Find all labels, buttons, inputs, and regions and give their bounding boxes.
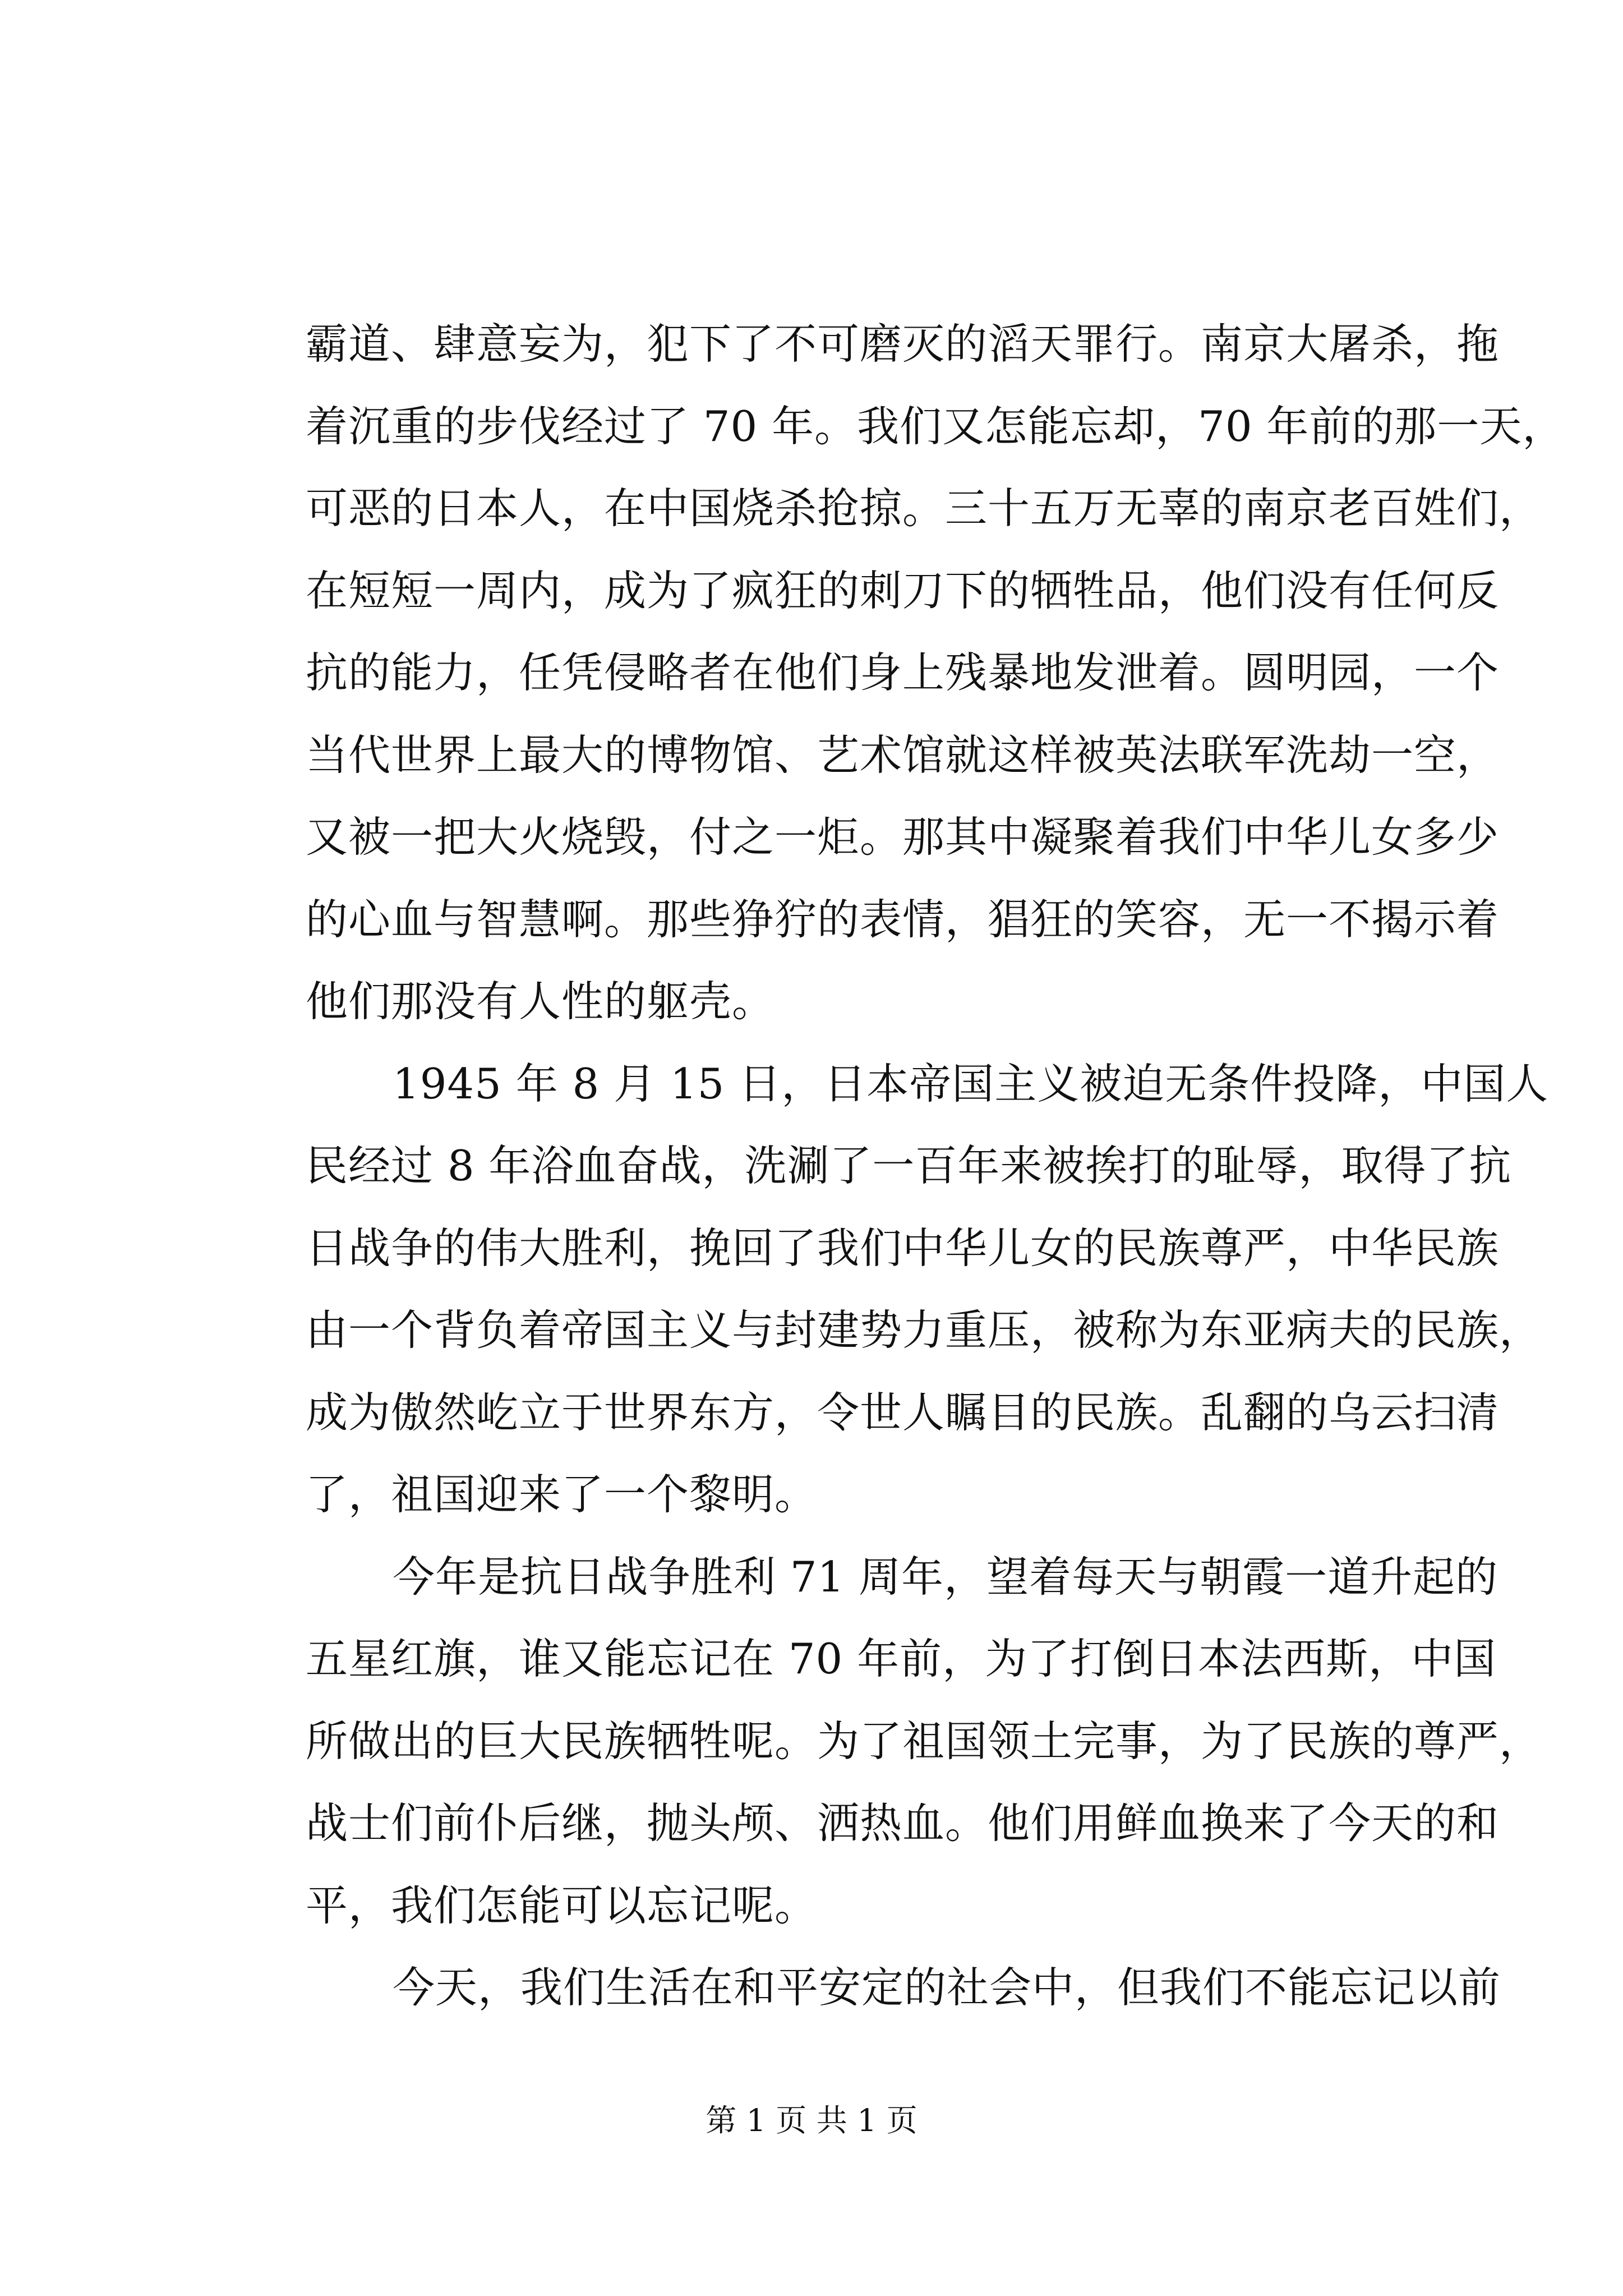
body-text [306, 303, 1565, 2029]
text-line: 的心血与智慧啊。那些狰狞的表情，猖狂的笑容，无一不揭示着 [306, 894, 1500, 944]
text-line: 日战争的伟大胜利，挽回了我们中华儿女的民族尊严，中华民族 [306, 1223, 1500, 1273]
text-line: 他们那没有人性的躯壳。 [306, 977, 775, 1026]
text-line: 霸道、肆意妄为，犯下了不可磨灭的滔天罪行。南京大屠杀，拖 [306, 319, 1500, 369]
text-line: 成为傲然屹立于世界东方，令世人瞩目的民族。乱翻的乌云扫清 [306, 1387, 1500, 1437]
text-line: 平，我们怎能可以忘记呢。 [306, 1880, 818, 1930]
text-line: 今天，我们生活在和平安定的社会中，但我们不能忘记以前 [393, 1963, 1501, 2012]
paragraph [306, 1536, 1542, 1947]
paragraph [306, 303, 1565, 1043]
text-line: 着沉重的步伐经过了 70 年。我们又怎能忘却，70 年前的那一天， [306, 401, 1565, 451]
text-line: 在短短一周内，成为了疯狂的刺刀下的牺牲品，他们没有任何反 [306, 565, 1500, 615]
text-line: 由一个背负着帝国主义与封建势力重压，被称为东亚病夫的民族， [306, 1305, 1542, 1355]
text-line: 可恶的日本人，在中国烧杀抢掠。三十五万无辜的南京老百姓们， [306, 484, 1542, 533]
paragraph [306, 1043, 1549, 1536]
text-line: 又被一把大火烧毁，付之一炬。那其中凝聚着我们中华儿女多少 [306, 812, 1500, 862]
text-line: 了，祖国迎来了一个黎明。 [306, 1470, 818, 1519]
text-line: 今年是抗日战争胜利 71 周年，望着每天与朝霞一道升起的 [393, 1552, 1498, 1602]
text-line: 抗的能力，任凭侵略者在他们身上残暴地发泄着。圆明园，一个 [306, 648, 1500, 697]
text-line: 当代世界上最大的博物馆、艺术馆就这样被英法联军洗劫一空， [306, 730, 1500, 780]
text-line: 1945 年 8 月 15 日，日本帝国主义被迫无条件投降，中国人 [393, 1059, 1549, 1108]
text-line: 五星红旗，谁又能忘记在 70 年前，为了打倒日本法西斯，中国 [306, 1634, 1497, 1683]
text-line: 战士们前仆后继，抛头颅、洒热血。他们用鲜血换来了今天的和 [306, 1798, 1500, 1848]
page-footer: 第 1 页 共 1 页 [706, 2102, 917, 2138]
text-line: 民经过 8 年浴血奋战，洗涮了一百年来被挨打的耻辱，取得了抗 [306, 1141, 1512, 1190]
text-line: 所做出的巨大民族牺牲呢。为了祖国领土完事，为了民族的尊严， [306, 1716, 1542, 1766]
paragraph [306, 1947, 1501, 2029]
